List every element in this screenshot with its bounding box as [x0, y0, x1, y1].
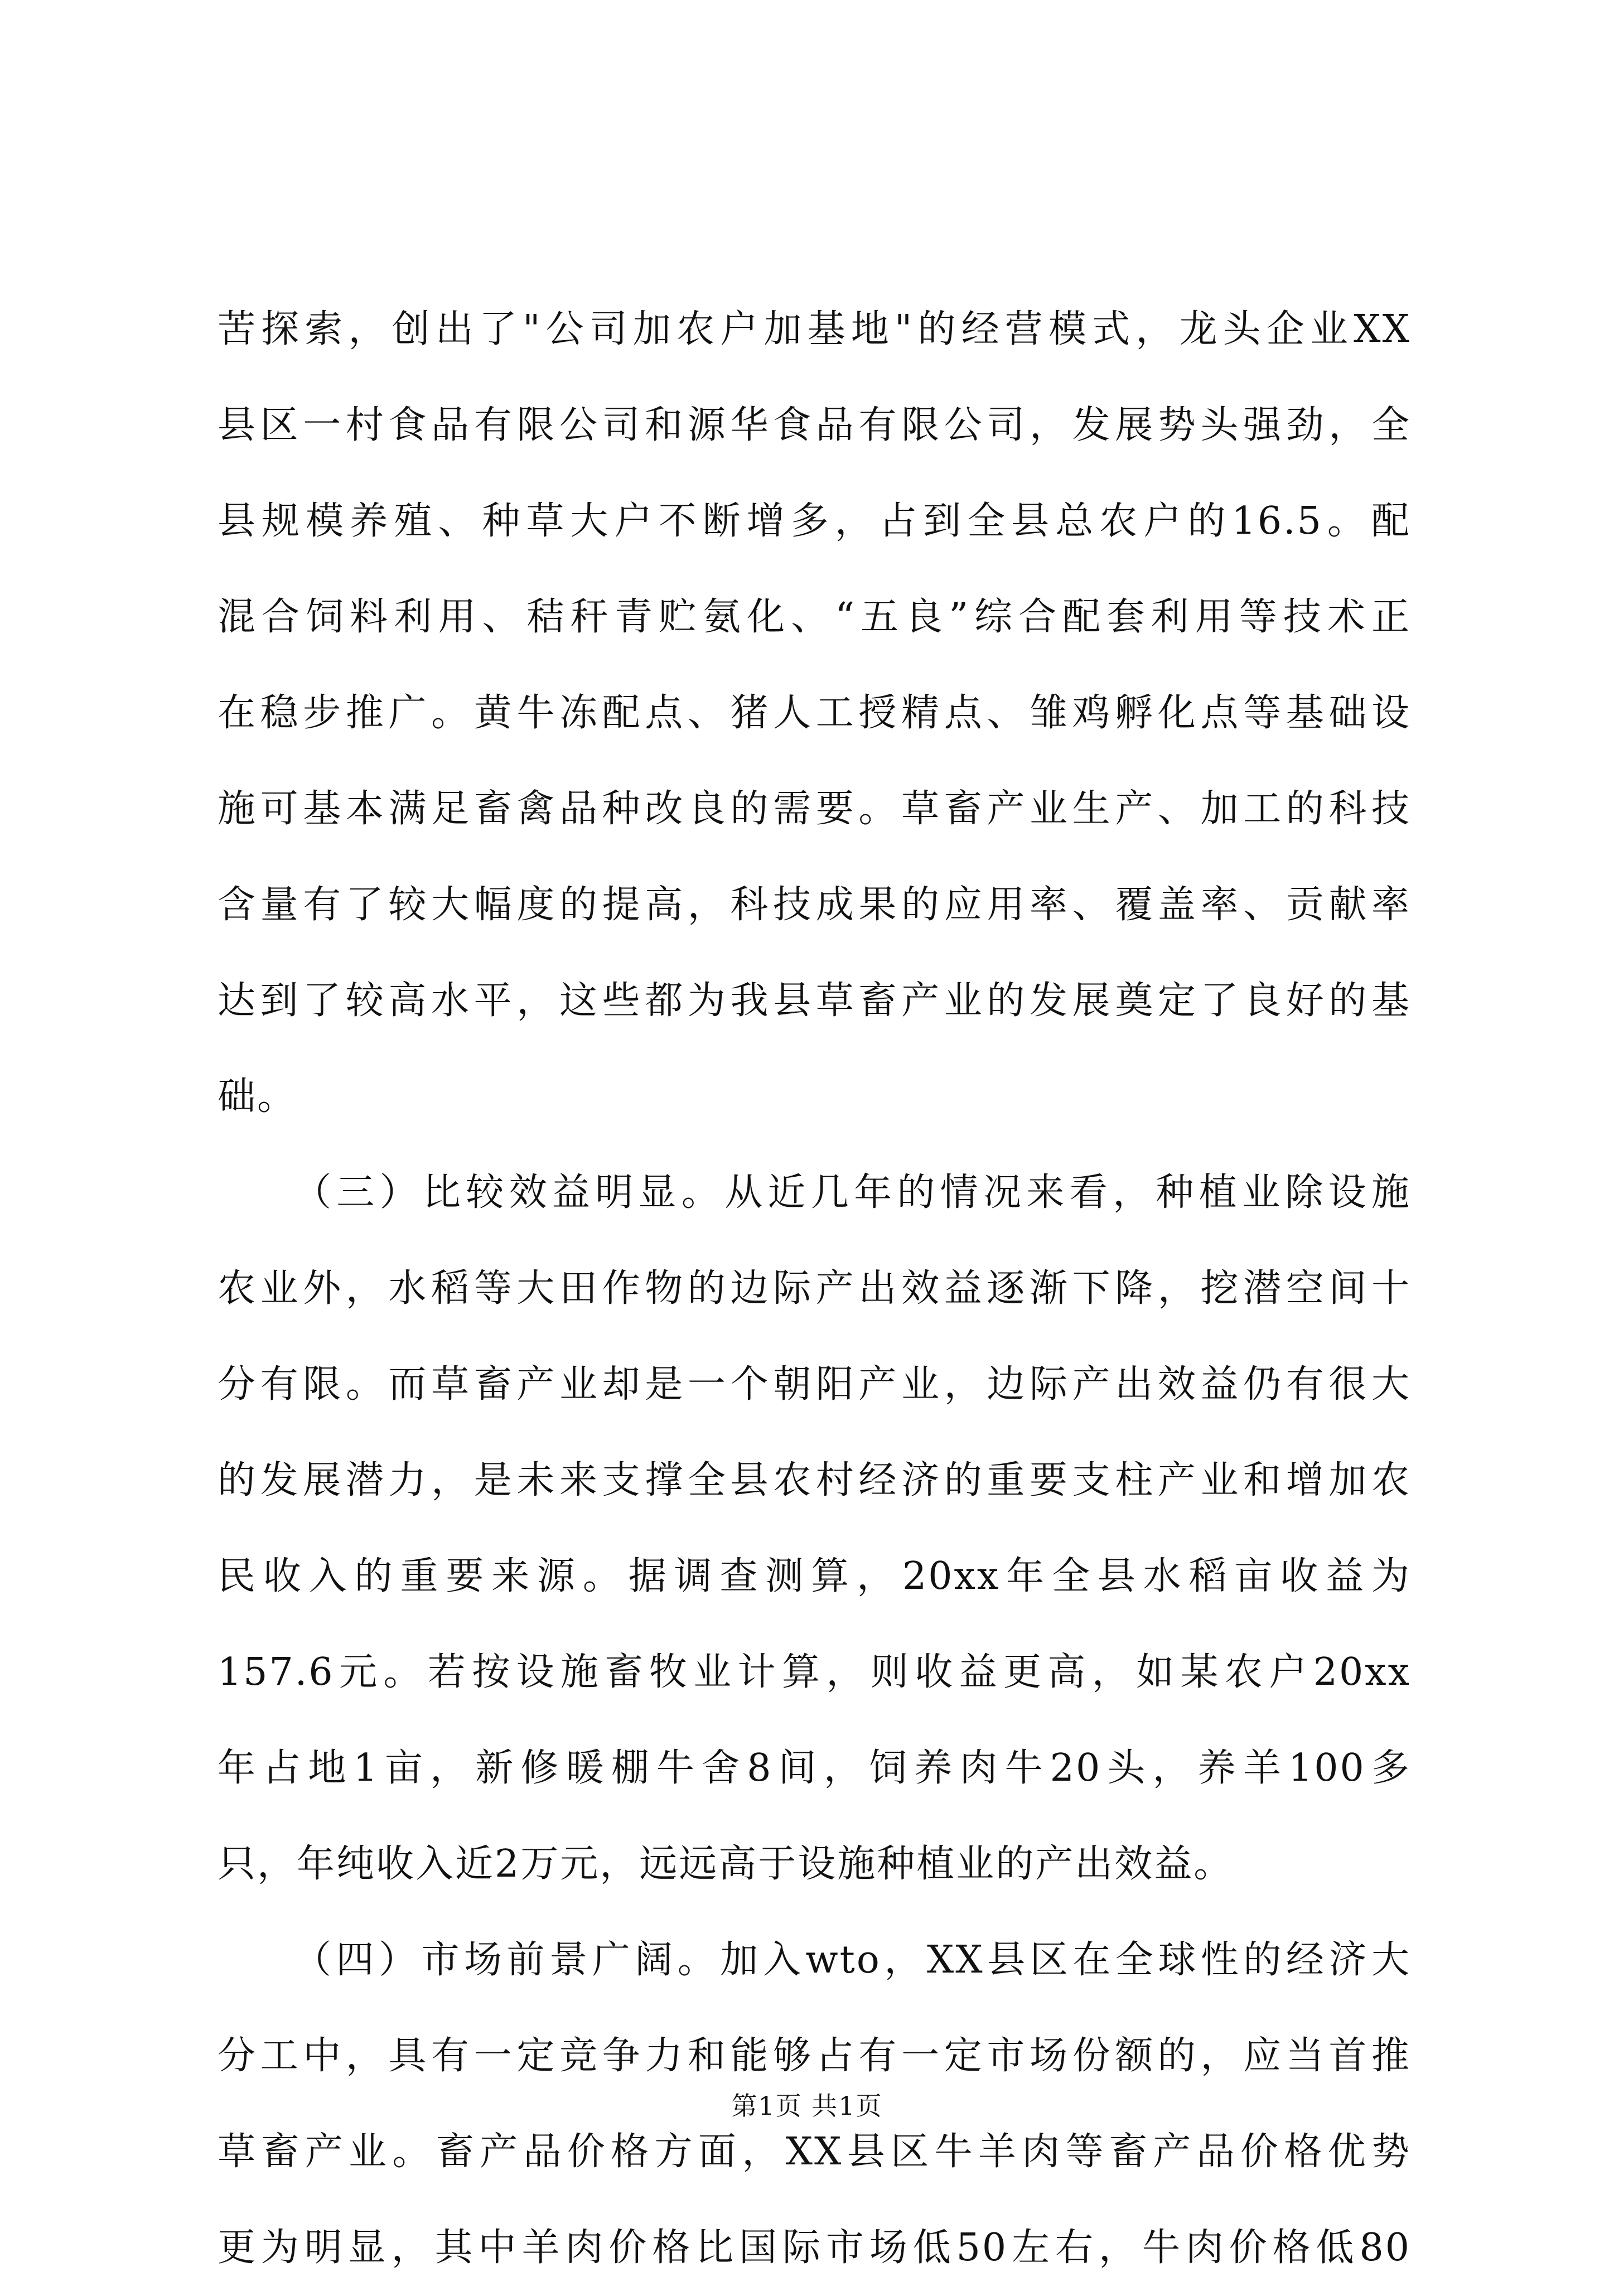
text-line-16: 年占地1亩，新修暖棚牛舍8间，饲养肉牛20头，养羊100多 [218, 1746, 1411, 1790]
text-line-4: 混合饲料利用、秸秆青贮氨化、“五良”综合配套利用等技术正 [218, 595, 1411, 639]
text-line-2: 县区一村食品有限公司和源华食品有限公司，发展势头强劲，全 [218, 403, 1411, 447]
text-line-1: 苦探索，创出了"公司加农户加基地"的经营模式，龙头企业XX [218, 307, 1411, 351]
text-line-21: 更为明显，其中羊肉价格比国际市场低50左右，牛肉价格低80 [218, 2226, 1411, 2270]
text-line-10: （三）比较效益明显。从近几年的情况来看，种植业除设施 [293, 1171, 1411, 1215]
text-line-19: 分工中，具有一定竞争力和能够占有一定市场份额的，应当首推 [218, 2034, 1411, 2078]
text-line-5: 在稳步推广。黄牛冻配点、猪人工授精点、雏鸡孵化点等基础设 [218, 691, 1411, 735]
text-line-7: 含量有了较大幅度的提高，科技成果的应用率、覆盖率、贡献率 [218, 883, 1411, 927]
text-line-8: 达到了较高水平，这些都为我县草畜产业的发展奠定了良好的基 [218, 979, 1411, 1023]
text-line-15: 157.6元。若按设施畜牧业计算，则收益更高，如某农户20xx [218, 1650, 1411, 1694]
document-body [218, 282, 1411, 2296]
text-line-20: 草畜产业。畜产品价格方面，XX县区牛羊肉等畜产品价格优势 [218, 2130, 1411, 2174]
text-line-18: （四）市场前景广阔。加入wto，XX县区在全球性的经济大 [293, 1938, 1411, 1982]
text-line-17: 只，年纯收入近2万元，远远高于设施种植业的产出效益。 [218, 1842, 1234, 1886]
text-line-3: 县规模养殖、种草大户不断增多，占到全县总农户的16.5。配 [218, 499, 1411, 543]
text-line-12: 分有限。而草畜产业却是一个朝阳产业，边际产出效益仍有很大 [218, 1362, 1411, 1406]
page-number-label: 第1页 共1页 [731, 2091, 883, 2121]
page-footer [0, 2086, 1614, 2123]
text-line-13: 的发展潜力，是未来支撑全县农村经济的重要支柱产业和增加农 [218, 1458, 1411, 1502]
text-line-11: 农业外，水稻等大田作物的边际产出效益逐渐下降，挖潜空间十 [218, 1267, 1411, 1311]
text-line-6: 施可基本满足畜禽品种改良的需要。草畜产业生产、加工的科技 [218, 787, 1411, 831]
text-line-9: 础。 [218, 1075, 297, 1119]
text-line-14: 民收入的重要来源。据调查测算，20xx年全县水稻亩收益为 [218, 1554, 1411, 1598]
